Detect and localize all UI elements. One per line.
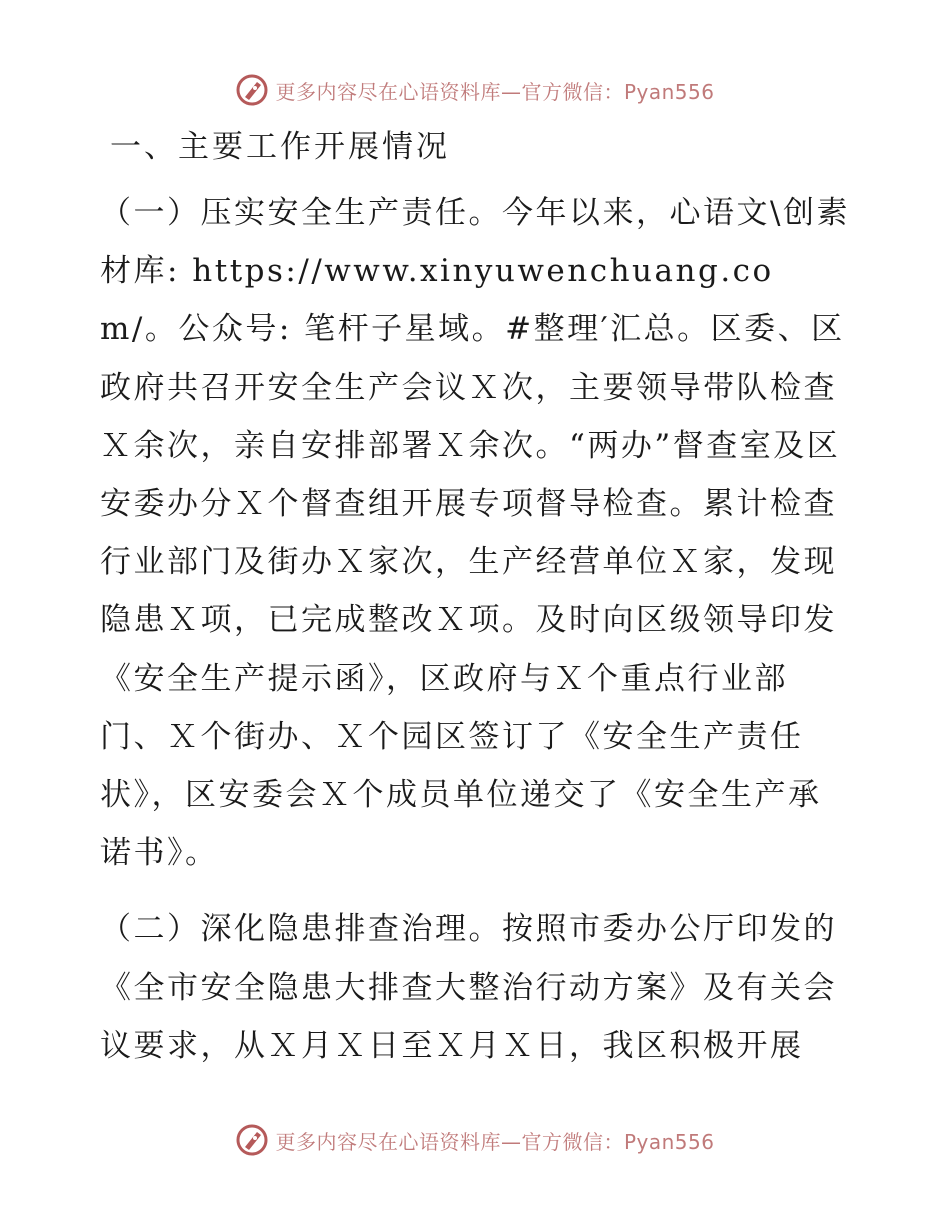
section-heading: 一、主要工作开展情况 [110, 129, 450, 165]
watermark-banner-top [0, 70, 950, 110]
watermark-banner-bottom [0, 1120, 950, 1160]
paragraph-1: （一）压实安全生产责任。今年以来，心语文\创素材库: https://www.xinyuwenchuang.com/。公众号: 笔杆子星域。#整理′汇总。区委、区政府共召开安全生产会议Ｘ次，主要领导带队检查Ｘ余次，亲自安排部署Ｘ余次。“两办”督查室及区安委办分Ｘ个督查组开展专项督导检查。累计检查行业部门及街办Ｘ家次，生产经营单位Ｘ家，发现隐患Ｘ项，已完成整改Ｘ项。及时向区级领导印发《安全生产提示函》，区政府与Ｘ个重点行业部门、Ｘ个街办、Ｘ个园区签订了《安全生产责任状》，区安委会Ｘ个成员单位递交了《安全生产承诺书》。 [100, 195, 850, 872]
pen-nib-circle-icon [235, 1123, 269, 1157]
watermark-text: 更多内容尽在心语资料库—官方微信：Pyan556 [275, 79, 715, 104]
document-body [100, 118, 850, 1075]
pen-nib-circle-icon [235, 73, 269, 107]
watermark-text: 更多内容尽在心语资料库—官方微信：Pyan556 [275, 1129, 715, 1154]
paragraph-2: （二）深化隐患排查治理。按照市委办公厅印发的《全市安全隐患大排查大整治行动方案》及有关会议要求，从Ｘ月Ｘ日至Ｘ月Ｘ日，我区积极开展 [100, 911, 837, 1064]
